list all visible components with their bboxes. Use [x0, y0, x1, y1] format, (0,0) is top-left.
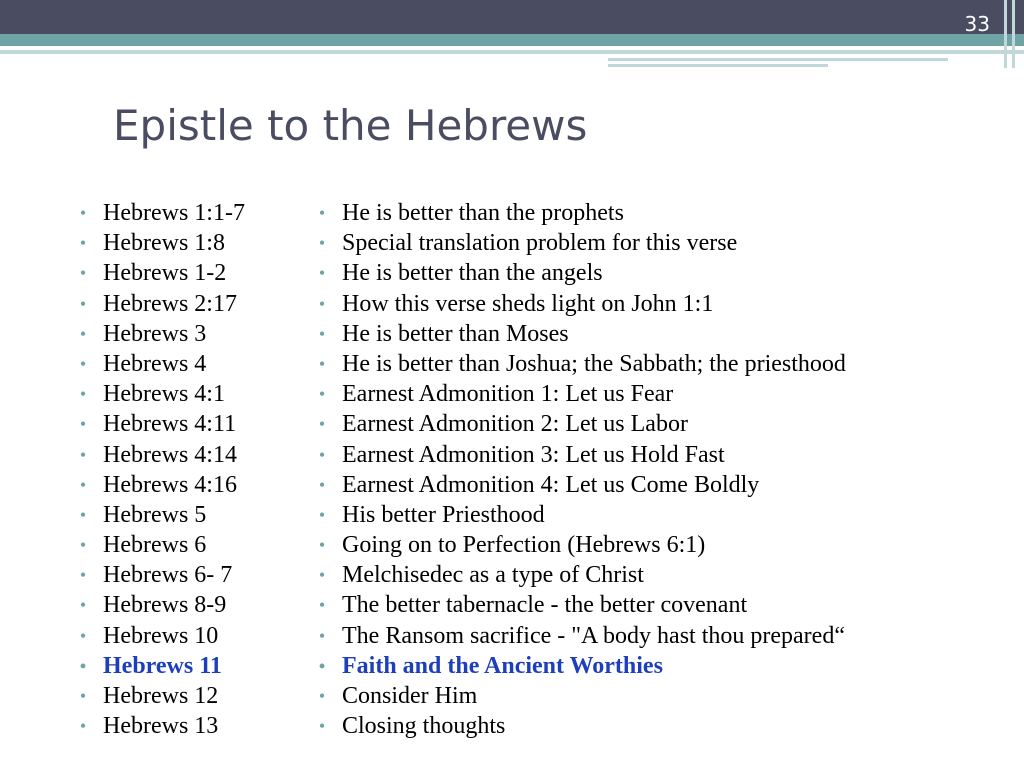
bullet-icon: •	[318, 716, 326, 737]
topic-item-text: Earnest Admonition 3: Let us Hold Fast	[342, 441, 725, 468]
bullet-icon: •	[318, 565, 326, 586]
topic-item-text: How this verse sheds light on John 1:1	[342, 290, 714, 317]
topic-item	[318, 319, 846, 349]
topic-item-text: The better tabernacle - the better covenant	[342, 592, 748, 619]
reference-item	[79, 530, 245, 560]
topic-item	[318, 440, 846, 470]
bullet-icon: •	[79, 686, 87, 706]
reference-item	[79, 500, 245, 530]
reference-item	[79, 711, 245, 741]
reference-item	[79, 681, 245, 711]
bullet-icon: •	[79, 353, 87, 374]
bullet-icon: •	[318, 625, 326, 646]
topic-item	[318, 349, 846, 379]
topic-item	[318, 530, 846, 560]
reference-item-text: Hebrews 12	[103, 683, 219, 709]
reference-item	[79, 440, 245, 470]
header-accent-line	[0, 50, 1024, 54]
reference-item-text: Hebrews 3	[103, 320, 207, 347]
reference-item	[79, 621, 245, 651]
topic-item-text: Going on to Perfection (Hebrews 6:1)	[342, 532, 706, 559]
topic-item	[318, 681, 846, 711]
reference-item-text: Hebrews 4:16	[103, 471, 237, 498]
topic-item	[318, 379, 846, 409]
bullet-icon: •	[79, 595, 87, 616]
reference-item-text: Hebrews 2:17	[103, 290, 237, 317]
bullet-icon: •	[318, 414, 326, 435]
reference-item-text: Hebrews 1:8	[103, 230, 225, 257]
topic-item	[318, 228, 846, 258]
reference-item	[79, 560, 245, 590]
reference-item	[79, 198, 245, 228]
topic-item-text: He is better than Moses	[342, 320, 569, 347]
header-accent-vertical-line	[1004, 0, 1007, 68]
topic-item-text: Earnest Admonition 1: Let us Fear	[342, 381, 674, 408]
topic-item-text: He is better than Joshua; the Sabbath; the priesthood	[342, 350, 846, 377]
bullet-icon: •	[79, 233, 87, 254]
reference-item	[79, 409, 245, 439]
reference-item-text: Hebrews 5	[103, 501, 207, 528]
reference-item-text: Hebrews 6- 7	[103, 562, 233, 589]
bullet-icon: •	[79, 504, 87, 525]
slide-title: Epistle to the Hebrews	[113, 101, 588, 150]
reference-item-text: Hebrews 8-9	[103, 592, 227, 619]
topic-item-text: Melchisedec as a type of Christ	[342, 562, 644, 589]
bullet-icon: •	[318, 233, 326, 254]
bullet-icon: •	[318, 263, 326, 284]
topic-item-text: Earnest Admonition 4: Let us Come Boldly	[342, 471, 760, 498]
topic-item-text: His better Priesthood	[342, 501, 545, 528]
bullet-icon: •	[318, 203, 326, 223]
bullet-icon: •	[318, 535, 326, 556]
bullet-icon: •	[79, 535, 87, 556]
reference-item-text: Hebrews 13	[103, 713, 219, 740]
bullet-icon: •	[79, 414, 87, 435]
bullet-icon: •	[318, 293, 326, 314]
header-accent-line	[608, 58, 948, 61]
bullet-icon: •	[318, 504, 326, 525]
reference-item-text: Hebrews 1:1-7	[103, 200, 245, 226]
reference-item	[79, 651, 245, 681]
bullet-icon: •	[79, 655, 87, 676]
topic-item	[318, 500, 846, 530]
reference-item	[79, 379, 245, 409]
reference-item-text: Hebrews 6	[103, 532, 207, 559]
bullet-icon: •	[318, 353, 326, 374]
reference-list	[79, 198, 245, 741]
topic-item-text: Special translation problem for this verse	[342, 230, 738, 257]
bullet-icon: •	[79, 263, 87, 284]
topic-item	[318, 258, 846, 288]
reference-item	[79, 319, 245, 349]
topic-item	[318, 711, 846, 741]
header-band	[0, 0, 1024, 34]
topic-item-text: Faith and the Ancient Worthies	[342, 652, 663, 679]
bullet-icon: •	[79, 716, 87, 737]
bullet-icon: •	[318, 595, 326, 616]
reference-item-text: Hebrews 1-2	[103, 260, 227, 287]
reference-item	[79, 349, 245, 379]
reference-item	[79, 470, 245, 500]
topic-item	[318, 198, 846, 228]
topic-item-text: He is better than the angels	[342, 260, 603, 287]
bullet-icon: •	[79, 203, 87, 223]
bullet-icon: •	[79, 444, 87, 465]
reference-item-text: Hebrews 10	[103, 622, 219, 649]
bullet-icon: •	[318, 384, 326, 405]
topic-item-text: He is better than the prophets	[342, 200, 624, 226]
reference-item	[79, 590, 245, 620]
bullet-icon: •	[79, 323, 87, 344]
topic-item-text: Consider Him	[342, 683, 478, 709]
reference-item-text: Hebrews 11	[103, 652, 222, 679]
reference-item-text: Hebrews 4	[103, 350, 207, 377]
topic-item-text: Earnest Admonition 2: Let us Labor	[342, 411, 688, 438]
topic-item	[318, 470, 846, 500]
bullet-icon: •	[318, 655, 326, 676]
topic-item	[318, 409, 846, 439]
reference-item-text: Hebrews 4:11	[103, 411, 237, 438]
bullet-icon: •	[79, 293, 87, 314]
bullet-icon: •	[318, 444, 326, 465]
reference-item-text: Hebrews 4:14	[103, 441, 237, 468]
bullet-icon: •	[318, 686, 326, 706]
topic-item-text: Closing thoughts	[342, 713, 506, 740]
topic-item	[318, 651, 846, 681]
header-accent-vertical-line	[1012, 0, 1015, 68]
bullet-icon: •	[318, 474, 326, 495]
reference-item-text: Hebrews 4:1	[103, 381, 225, 408]
reference-item	[79, 228, 245, 258]
header-accent-stripe	[0, 34, 1024, 46]
bullet-icon: •	[79, 384, 87, 405]
reference-item	[79, 289, 245, 319]
topic-item	[318, 621, 846, 651]
bullet-icon: •	[79, 474, 87, 495]
topic-item	[318, 560, 846, 590]
slide-number: 33	[964, 12, 990, 36]
bullet-icon: •	[79, 625, 87, 646]
topic-item	[318, 289, 846, 319]
bullet-icon: •	[318, 323, 326, 344]
topic-item-text: The Ransom sacrifice - "A body hast thou prepared“	[342, 622, 845, 649]
header-accent-line	[608, 64, 828, 67]
reference-item	[79, 258, 245, 288]
bullet-icon: •	[79, 565, 87, 586]
topic-item	[318, 590, 846, 620]
topic-list	[318, 198, 846, 741]
